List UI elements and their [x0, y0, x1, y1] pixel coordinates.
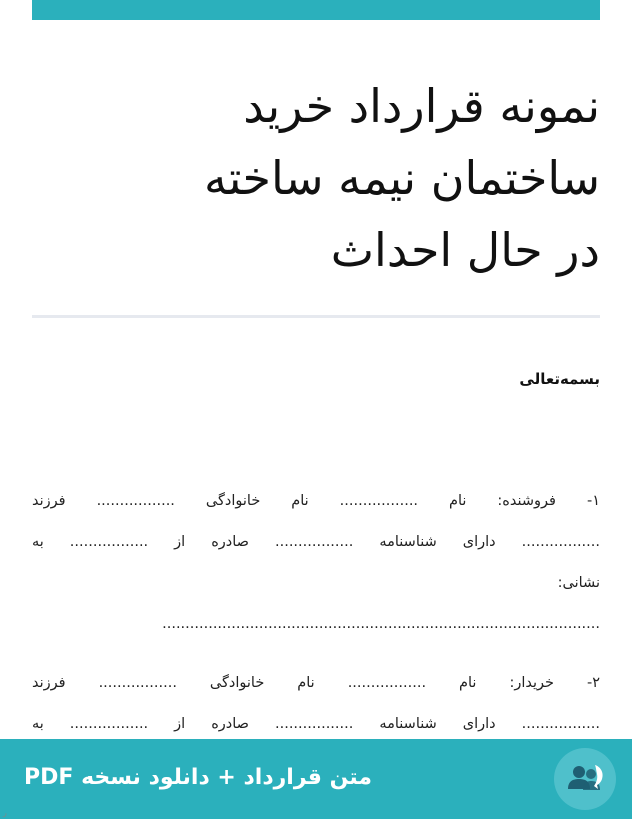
page-title: [32, 70, 600, 286]
page-title-line-1: نمونه قرارداد خرید: [243, 79, 600, 133]
buyer-line-2: ................. دارای شناسنامه ................. صادره از ................. به: [32, 716, 600, 732]
page-title-line-3: در حال احداث: [330, 223, 600, 277]
contract-body: [32, 486, 600, 750]
corner-mark: ر: [3, 808, 7, 817]
seller-line-1: ۱- فروشنده: نام ................. نام خانوادگی ................. فرزند: [32, 493, 600, 509]
seller-line-2: ................. دارای شناسنامه ................. صادره از ................. به: [32, 534, 600, 550]
title-divider: [32, 315, 600, 318]
users-chat-icon-graphic: [565, 761, 605, 797]
download-banner[interactable]: [0, 739, 632, 819]
seller-address-label: نشانی:: [557, 575, 600, 591]
download-pdf-link[interactable]: متن قرارداد + دانلود نسخه PDF: [24, 765, 372, 790]
top-accent-bar: [32, 0, 600, 20]
basmala-heading: بسمه‌تعالی: [519, 370, 600, 388]
users-chat-icon: [554, 748, 616, 810]
buyer-line-1: ۲- خریدار: نام ................. نام خانوادگی ................. فرزند: [32, 675, 600, 691]
page-title-line-2: ساختمان نیمه ساخته: [204, 151, 600, 205]
seller-address-dots: ...............................................................................................: [162, 616, 600, 632]
